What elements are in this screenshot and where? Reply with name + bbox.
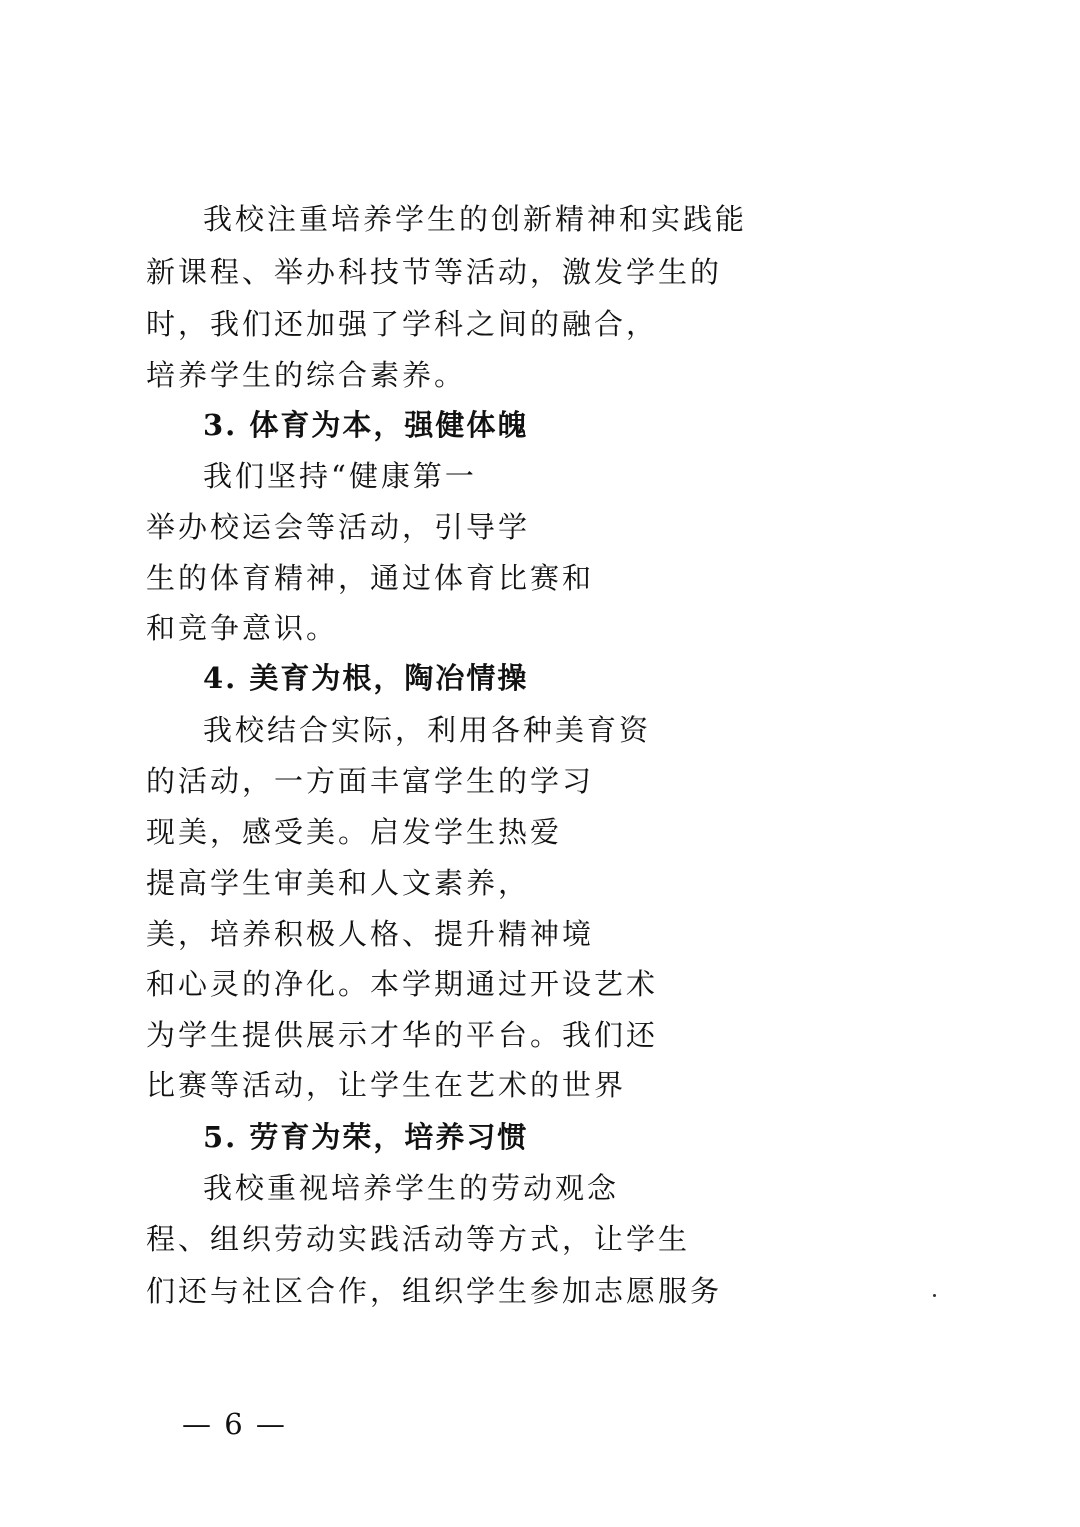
- paragraph-line: 现美，感受美。启发学生热爱: [146, 815, 563, 849]
- paragraph-line: 我校结合实际，利用各种美育资: [203, 713, 652, 747]
- paragraph-line: 我校注重培养学生的创新精神和实践能: [203, 202, 748, 236]
- paragraph-line: 生的体育精神，通过体育比赛和: [146, 561, 595, 595]
- paragraph-line: 举办校运会等活动，引导学: [146, 510, 531, 544]
- paragraph-line: 我们坚持“健康第一: [203, 459, 477, 493]
- paragraph-line: 为学生提供展示才华的平台。我们还: [146, 1018, 659, 1052]
- paragraph-line: 时，我们还加强了学科之间的融合，: [146, 307, 659, 341]
- paragraph-line: 培养学生的综合素养。: [146, 358, 467, 392]
- section-heading-5: 5. 劳育为荣，培养习惯: [203, 1120, 529, 1154]
- section-heading-4: 4. 美育为根，陶冶情操: [203, 661, 529, 695]
- paragraph-line: 我校重视培养学生的劳动观念: [203, 1171, 620, 1205]
- paragraph-line: 新课程、举办科技节等活动，激发学生的: [146, 255, 723, 289]
- paragraph-line: 程、组织劳动实践活动等方式，让学生: [146, 1222, 691, 1256]
- paragraph-line: 比赛等活动，让学生在艺术的世界: [146, 1068, 627, 1102]
- scan-speck: [933, 1294, 936, 1297]
- paragraph-line: 和竞争意识。: [146, 611, 339, 645]
- paragraph-line: 和心灵的净化。本学期通过开设艺术: [146, 967, 659, 1001]
- page-number: — 6 —: [182, 1407, 287, 1441]
- paragraph-line: 们还与社区合作，组织学生参加志愿服务: [146, 1274, 723, 1308]
- paragraph-line: 提高学生审美和人文素养，: [146, 866, 531, 900]
- section-heading-3: 3. 体育为本，强健体魄: [203, 408, 529, 442]
- paragraph-line: 的活动，一方面丰富学生的学习: [146, 764, 595, 798]
- paragraph-line: 美，培养积极人格、提升精神境: [146, 917, 595, 951]
